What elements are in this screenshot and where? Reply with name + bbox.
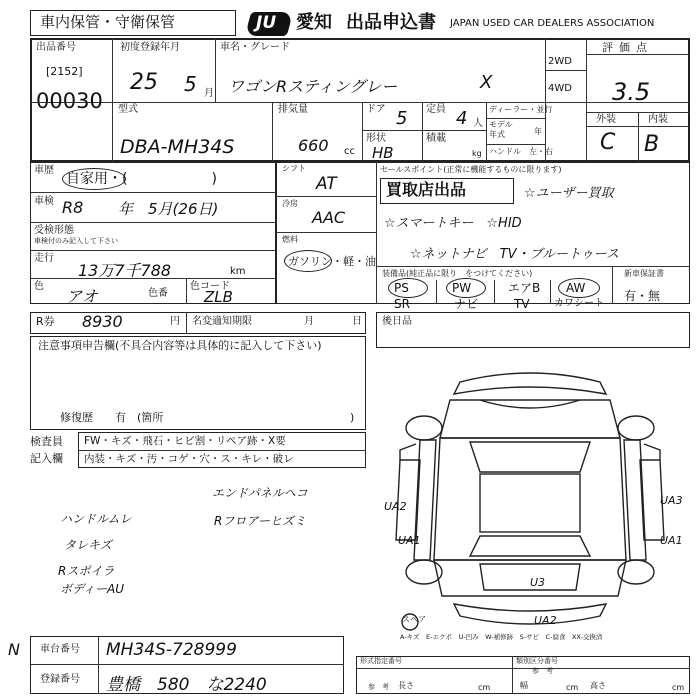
rule [550,280,551,304]
chassis-value: MH34S-728999 [106,640,237,660]
spec-label: 形式指定番号 [360,657,402,665]
repair-label: 修復歴 有 (箇所 [60,411,164,424]
rule [272,102,273,162]
rule [362,102,363,162]
mileage-value: 13万7千788 [78,261,172,280]
note-end-panel: エンドパネルヘコ [212,486,308,500]
logo-text: 愛知 [296,12,332,33]
circle-pw [446,278,486,298]
rule [545,38,546,162]
door-label: ドア [366,104,386,115]
damage-mark: UA1 [398,534,421,547]
damage-codes: A-キズ E-エクボ U-凹み W-補修跡 S-サビ C-腐食 XX-交換済 [400,633,603,641]
fuel-label: 燃料 [282,235,298,244]
note-left: ハンドルムレ [60,512,132,526]
r-unit: 円 [170,316,180,327]
cool-value: AAC [312,208,346,227]
inspector-row1: FW・キズ・飛石・ヒビ割・リペア跡・X要 [84,435,286,447]
handle-label: ハンドル 左・右 [489,147,553,156]
rule [436,280,437,304]
rule [186,278,187,304]
chip-navi: ナビ [454,297,479,311]
registration-value: 豊橋 580 な2240 [106,675,267,695]
interior-grade: B [644,132,660,157]
sales-note: ☆ネットナビ TV・ブルートゥース [410,247,619,262]
lot-small: [2152] [46,65,83,78]
warranty-options: 有・無 [624,289,661,303]
rule [112,38,113,162]
rule [376,266,690,267]
rule [376,162,377,304]
reg-month: 5 [184,72,197,96]
circle-aw [558,278,600,298]
height-unit: cm [672,683,685,692]
load-unit: kg [472,149,482,158]
reg-month-unit: 月 [204,88,214,99]
storage-label: 車内保管・守衛保管 [40,13,176,31]
capacity-label: 定員 [426,104,446,115]
inspection-label: 車検 [34,196,54,207]
form-title: 出品申込書 [346,12,436,33]
cc-unit: cc [344,146,355,157]
deadline-label: 名変適知期限 [192,316,252,327]
rule [586,54,690,55]
car-history-label: 車歴 [34,165,54,176]
car-history-value: 自家用・( ) [66,171,217,187]
cc-value: 660 [298,136,329,155]
damage-mark: UA3 [660,494,683,507]
rule [545,70,586,71]
circle-gasoline [284,250,332,272]
sales-note: ☆スマートキー ☆HID [384,216,522,231]
inspector-label2: 記入欄 [30,452,63,465]
rule [30,250,276,251]
chassis-label: 車台番号 [40,644,80,655]
note-left: タレキズ [64,538,112,552]
chip-seat: カワシート [554,298,604,309]
spare-label: スペア [402,615,426,624]
margin-mark: N [8,640,20,659]
caution-label: 注意事項申告欄(不具合内容等は具体的に記入して下さい) [38,339,322,352]
rule [215,38,216,102]
car-name: ワゴンRスティングレー [228,77,398,96]
inspection-era: R8 [62,198,84,217]
later-items-frame [376,312,690,348]
rule [362,130,486,131]
rule [612,266,613,304]
shape-value: HB [372,144,394,162]
circle-ps [388,278,428,298]
rule [30,192,276,193]
rule [586,38,587,162]
model-value: DBA-MH34S [120,136,235,158]
association-name: JAPAN USED CAR DEALERS ASSOCIATION [450,18,655,29]
rule [78,450,366,451]
cool-label: 冷房 [282,199,298,208]
deadline-month: 月 [304,316,314,327]
damage-mark: UA1 [660,534,683,547]
buyer-listing: 買取店出品 [386,180,467,199]
score-label: 評価点 [602,41,653,54]
rule [30,102,690,103]
warranty-label: 新車保証書 [624,269,664,278]
rule [276,196,376,197]
exterior-grade: C [600,130,616,155]
year-unit: 年 [534,127,542,136]
sales-point-label: セールスポイント(正常に機能するものに限ります) [380,165,562,174]
rule [486,118,545,119]
later-items-label: 後日品 [382,316,412,327]
drive-2wd: 2WD [548,56,572,67]
type-label: 受検形態 [34,225,74,236]
height-label: 高さ [590,681,606,690]
rule [30,664,344,665]
rule [486,144,545,145]
width-unit: cm [566,683,579,692]
cc-label: 排気量 [278,104,308,115]
chip-sr: SR [394,297,410,311]
note-floor: Rフロアーヒズミ [214,514,306,528]
logo-mark: JU [256,13,277,33]
note-left: ボディーAU [60,582,125,596]
drive-4wd: 4WD [548,83,572,94]
model-label: 型式 [118,104,138,115]
color-code-label: 色コード [190,281,230,292]
r-label: R券 [36,315,55,328]
color-label: 色 [34,281,44,292]
rule [186,312,187,334]
capacity-unit: 人 [473,118,483,129]
parts-label: 装備品(純正品に限り をつけてください) [382,269,533,278]
capacity-value: 4 [456,108,468,129]
inspector-label: 検査員 [30,435,63,448]
damage-mark: U3 [530,576,546,589]
inspection-date: 年 5月(26日) [118,200,219,218]
damage-mark: UA2 [384,500,407,513]
chip-ps: PS [394,281,409,295]
chip-tv: TV [514,297,530,311]
rule [494,280,495,304]
circle-private [62,168,126,190]
repair-close: ) [350,411,355,424]
lot-label: 出品番号 [36,42,76,53]
registration-label: 登録番号 [40,674,80,685]
width-label: 幅 [520,681,528,690]
color-no-label: 色番 [148,288,168,299]
dealer-label: ディーラー・並行 [489,105,553,114]
rule [486,102,487,162]
shift-value: AT [316,174,337,194]
reference-right: 参 考 [532,667,553,675]
color-code-value: ZLB [204,288,233,306]
load-label: 積載 [426,133,446,144]
car-name-label: 車名・グレード [220,42,290,53]
r-amount: 8930 [82,312,123,331]
class-label: 類別区分番号 [516,657,558,665]
car-diagram [380,360,680,640]
year-label: 年式 [489,130,505,139]
type-note: 車検付のみ記入して下さい [34,237,118,245]
damage-mark: UA2 [534,614,557,627]
note-left: Rスポイラ [58,564,115,578]
length-unit: cm [478,683,491,692]
exterior-label: 外装 [596,114,616,125]
model-year-label: モデル [489,120,513,129]
mileage-unit: km [230,266,246,277]
fuel-options: ガソリン・軽・油 [288,255,376,268]
shift-label: シフト [282,164,306,173]
length-label: 長さ [398,681,414,690]
color-value: アオ [66,287,98,306]
inspector-row2: 内装・キズ・汚・コゲ・穴・ス・キレ・破レ [84,453,294,465]
score-value: 3.5 [612,78,651,106]
rule [422,102,423,162]
chip-pw: PW [452,281,472,295]
chip-airbag: エアB [508,281,541,295]
deadline-day: 日 [352,316,362,327]
reference-left: 参 考 [368,683,389,691]
lot-number: 00030 [36,89,103,113]
rule [98,636,99,694]
rule [276,232,376,233]
rule [30,222,276,223]
chip-aw: AW [566,281,586,295]
rule [638,112,639,162]
reg-year: 25 [130,70,158,95]
reg-label: 初度登録年月 [120,42,180,53]
interior-label: 内装 [648,114,668,125]
grade: X [480,72,493,93]
rule [356,668,690,669]
shape-label: 形状 [366,133,386,144]
door-value: 5 [396,108,408,129]
rule [512,656,513,694]
mileage-label: 走行 [34,253,54,264]
sales-note: ☆ユーザー買取 [524,186,614,201]
